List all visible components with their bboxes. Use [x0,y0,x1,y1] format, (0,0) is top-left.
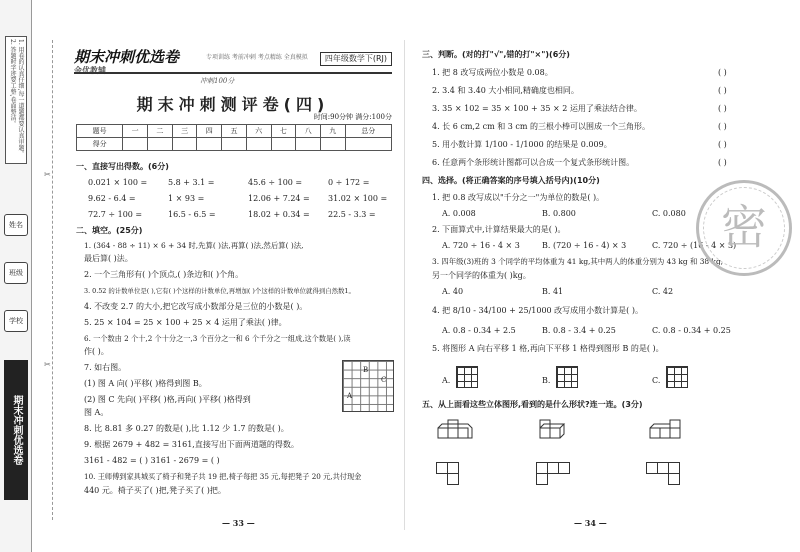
sec4-heading: 四、选择。(将正确答案的序号填入括号内)(10分) [422,176,600,185]
note-1: 1. 用卷的认真仔细,每一道题都要认真审题。 [17,39,24,157]
binding-strip [0,0,32,552]
judge-item: 5. 用小数计算 1/100 - 1/1000 的结果是 0.009。 [432,140,612,149]
fill-line: 8. 比 8.81 多 0.27 的数是( ),比 1.12 少 1.7 的数是( )。 [84,424,289,433]
answer-bracket[interactable]: ( ) [718,86,727,95]
choice-option[interactable]: B. [542,376,551,385]
grid-label-c: C [381,376,387,384]
exam-meta: 时间:90分钟 满分:100分 [313,113,392,121]
choice-option[interactable]: B. 0.8 - 3.4 + 0.25 [542,326,616,335]
name-field[interactable]: 姓名 [4,214,28,236]
score-cell: 九 [320,125,345,138]
choice-question-cont: 另一个同学的体重为( )kg。 [432,271,531,280]
score-cell: 五 [222,125,247,138]
grid-label-a: A [347,392,353,400]
fill-line: 图 A。 [84,408,109,417]
fill-line: (2) 图 C 先向( )平移( )格,再向( )平移( )格得到 [84,395,251,404]
fill-line: 9. 根据 2679 + 482 = 3161,直接写出下面两道题的得数。 [84,440,299,449]
subtitle: 冲刺100分 [200,77,235,85]
fill-line: 作( )。 [84,347,109,356]
choice-question: 1. 把 0.8 改写成以"千分之一"为单位的数是( )。 [432,193,605,202]
sec2-heading: 二、填空。(25分) [76,226,143,235]
option-b-figure [556,366,578,388]
page-number-left: — 33 — [222,518,255,528]
choice-option[interactable]: C. [652,376,661,385]
choice-option[interactable]: C. 0.8 - 0.34 + 0.25 [652,326,731,335]
score-input[interactable] [148,138,173,151]
score-cell: 题号 [77,125,123,138]
note-2: 2. 答题时字迹要工整,卷面整洁。 [9,39,16,127]
page-number-right: — 34 — [574,518,607,528]
class-field[interactable]: 班级 [4,262,28,284]
score-input[interactable] [123,138,148,151]
score-value-row [77,138,392,151]
fill-line: 3. 0.52 的计数单位是( ),它有( )个这样的计数单位,再增加( )个这样的计数单位就得到自然数1。 [84,287,355,295]
calc-item: 72.7 ÷ 100 = [88,210,143,219]
score-input[interactable] [345,138,391,151]
answer-bracket[interactable]: ( ) [718,158,727,167]
fill-line: 440 元。椅子买了( )把,凳子买了( )把。 [84,486,226,495]
option-a-figure [456,366,478,388]
calc-item: 18.02 + 0.34 = [248,210,310,219]
calc-item: 1 × 93 = [168,194,205,203]
sec3-heading: 三、判断。(对的打"√",错的打"×")(6分) [422,50,570,59]
answer-bracket[interactable]: ( ) [718,140,727,149]
score-input[interactable] [320,138,345,151]
secret-seal: 密 [696,180,792,276]
answer-bracket[interactable]: ( ) [718,68,727,77]
choice-question: 2. 下面算式中,计算结果最大的是( )。 [432,225,566,234]
grid-label-b: B [363,366,369,374]
fill-line: (1) 图 A 向( )平移( )格得到图 B。 [84,379,207,388]
calc-item: 22.5 - 3.3 = [328,210,376,219]
score-cell: 七 [271,125,296,138]
option-c-figure [666,366,688,388]
solid-figure-1[interactable] [436,418,476,442]
sec1-heading: 一、直接写出得数。(6分) [76,162,169,171]
score-input[interactable] [296,138,321,151]
scissors-icon-2: ✂ [44,360,51,369]
score-cell: 总分 [345,125,391,138]
judge-item: 3. 35 × 102 = 35 × 100 + 35 × 2 运用了乘法结合律。 [432,104,642,113]
judge-item: 1. 把 8 改写成两位小数是 0.08。 [432,68,553,77]
score-cell: 一 [123,125,148,138]
slogan: 专项训练 考前冲刺 考点精练 全真模拟 [206,54,308,61]
publisher-name: 金优教辅 [74,66,106,75]
calc-item: 45.6 ÷ 100 = [248,178,303,187]
score-cell: 得分 [77,138,123,151]
fill-line: 3161 - 482 = ( ) 3161 - 2679 = ( ) [84,456,220,465]
calc-item: 9.62 - 6.4 = [88,194,136,203]
choice-option[interactable]: B. (720 ÷ 16 - 4) × 3 [542,241,627,250]
fill-line: 10. 王师傅到家具城买了椅子和凳子共 19 把,椅子每把 35 元,每把凳子 20 元,共付现金 [84,472,362,481]
score-cell: 八 [296,125,321,138]
choice-option[interactable]: B. 0.800 [542,209,576,218]
solid-figure-3[interactable] [646,418,686,442]
translation-grid [342,360,394,412]
notes-box [5,36,27,164]
scissors-icon: ✂ [44,170,51,179]
score-cell: 二 [148,125,173,138]
score-cell: 六 [246,125,271,138]
score-input[interactable] [172,138,197,151]
header-rule [74,72,392,74]
calc-item: 16.5 - 6.5 = [168,210,216,219]
page-title: 期末冲刺测评卷(四) [136,95,330,114]
fill-line: 5. 25 × 104 = 25 × 100 + 25 × 4 运用了乘法( )律。 [84,318,287,327]
choice-option[interactable]: A. 720 ÷ 16 - 4 × 3 [442,241,520,250]
choice-option[interactable]: C. 42 [652,287,674,296]
choice-question: 4. 把 8/10 - 34/100 + 25/1000 改写成用小数计算是( )。 [432,306,643,315]
score-input[interactable] [246,138,271,151]
judge-item: 2. 3.4 和 3.40 大小相同,精确度也相同。 [432,86,579,95]
cut-line [52,40,53,520]
choice-option[interactable]: B. 41 [542,287,564,296]
fill-line: 6. 一个数由 2 个十,2 个十分之一,3 个百分之一和 6 个千分之一组成,这个数是( ),读 [84,334,351,343]
calc-item: 31.02 × 100 = [328,194,388,203]
strip-logo: 期末冲刺优选卷 [4,360,28,500]
score-cell: 四 [197,125,222,138]
page-divider [404,40,405,530]
choice-question: 3. 四年级(3)班的 3 个同学的平均体重为 41 kg,其中两人的体重分别为 43 kg 和 38 kg, [432,257,724,266]
score-table [76,124,392,151]
calc-item: 5.8 + 3.1 = [168,178,215,187]
choice-option[interactable]: A. 40 [442,287,464,296]
choice-option[interactable]: C. 720 ÷ (16 - 4 × 3) [652,241,737,250]
choice-option[interactable]: C. 0.080 [652,209,686,218]
answer-bracket[interactable]: ( ) [718,122,727,131]
fill-line: 1. (364 - 88 ÷ 11) × 6 + 34 时,先算( )法,再算( )法,然后算( )法, [84,241,304,250]
plan-view-2[interactable] [536,462,572,492]
fill-line: 2. 一个三角形有( )个顶点,( )条边和( )个角。 [84,270,244,279]
calc-item: 0 ÷ 172 = [328,178,370,187]
calc-item: 12.06 + 7.24 = [248,194,310,203]
score-input[interactable] [271,138,296,151]
header [74,46,392,74]
school-field[interactable]: 学校 [4,310,28,332]
sec5-heading: 五、从上面看这些立体图形,看到的是什么形状?连一连。(3分) [422,400,643,409]
judge-item: 4. 长 6 cm,2 cm 和 3 cm 的三根小棒可以围成一个三角形。 [432,122,650,131]
choice-option[interactable]: A. 0.008 [442,209,476,218]
score-input[interactable] [197,138,222,151]
grade-label: 四年级数学下(RJ) [320,52,392,66]
score-input[interactable] [222,138,247,151]
fill-line: 7. 如右图。 [84,363,127,372]
fill-line: 最后算( )法。 [84,254,133,263]
plan-view-1[interactable] [436,462,472,492]
score-cell: 三 [172,125,197,138]
judge-item: 6. 任意两个条形统计图都可以合成一个复式条形统计图。 [432,158,635,167]
solid-figure-2[interactable] [536,418,576,442]
calc-item: 0.021 × 100 = [88,178,148,187]
choice-option[interactable]: A. [442,376,451,385]
score-header-row [77,125,392,138]
choice-option[interactable]: A. 0.8 - 0.34 + 2.5 [442,326,516,335]
answer-bracket[interactable]: ( ) [718,104,727,113]
brand-name: 期末冲刺优选卷 [74,48,180,66]
plan-view-3[interactable] [646,462,682,492]
fill-line: 4. 不改变 2.7 的大小,把它改写成小数部分是三位的小数是( )。 [84,302,308,311]
choice-question: 5. 将图形 A 向右平移 1 格,再向下平移 1 格得到图形 B 的是( )。 [432,344,664,353]
